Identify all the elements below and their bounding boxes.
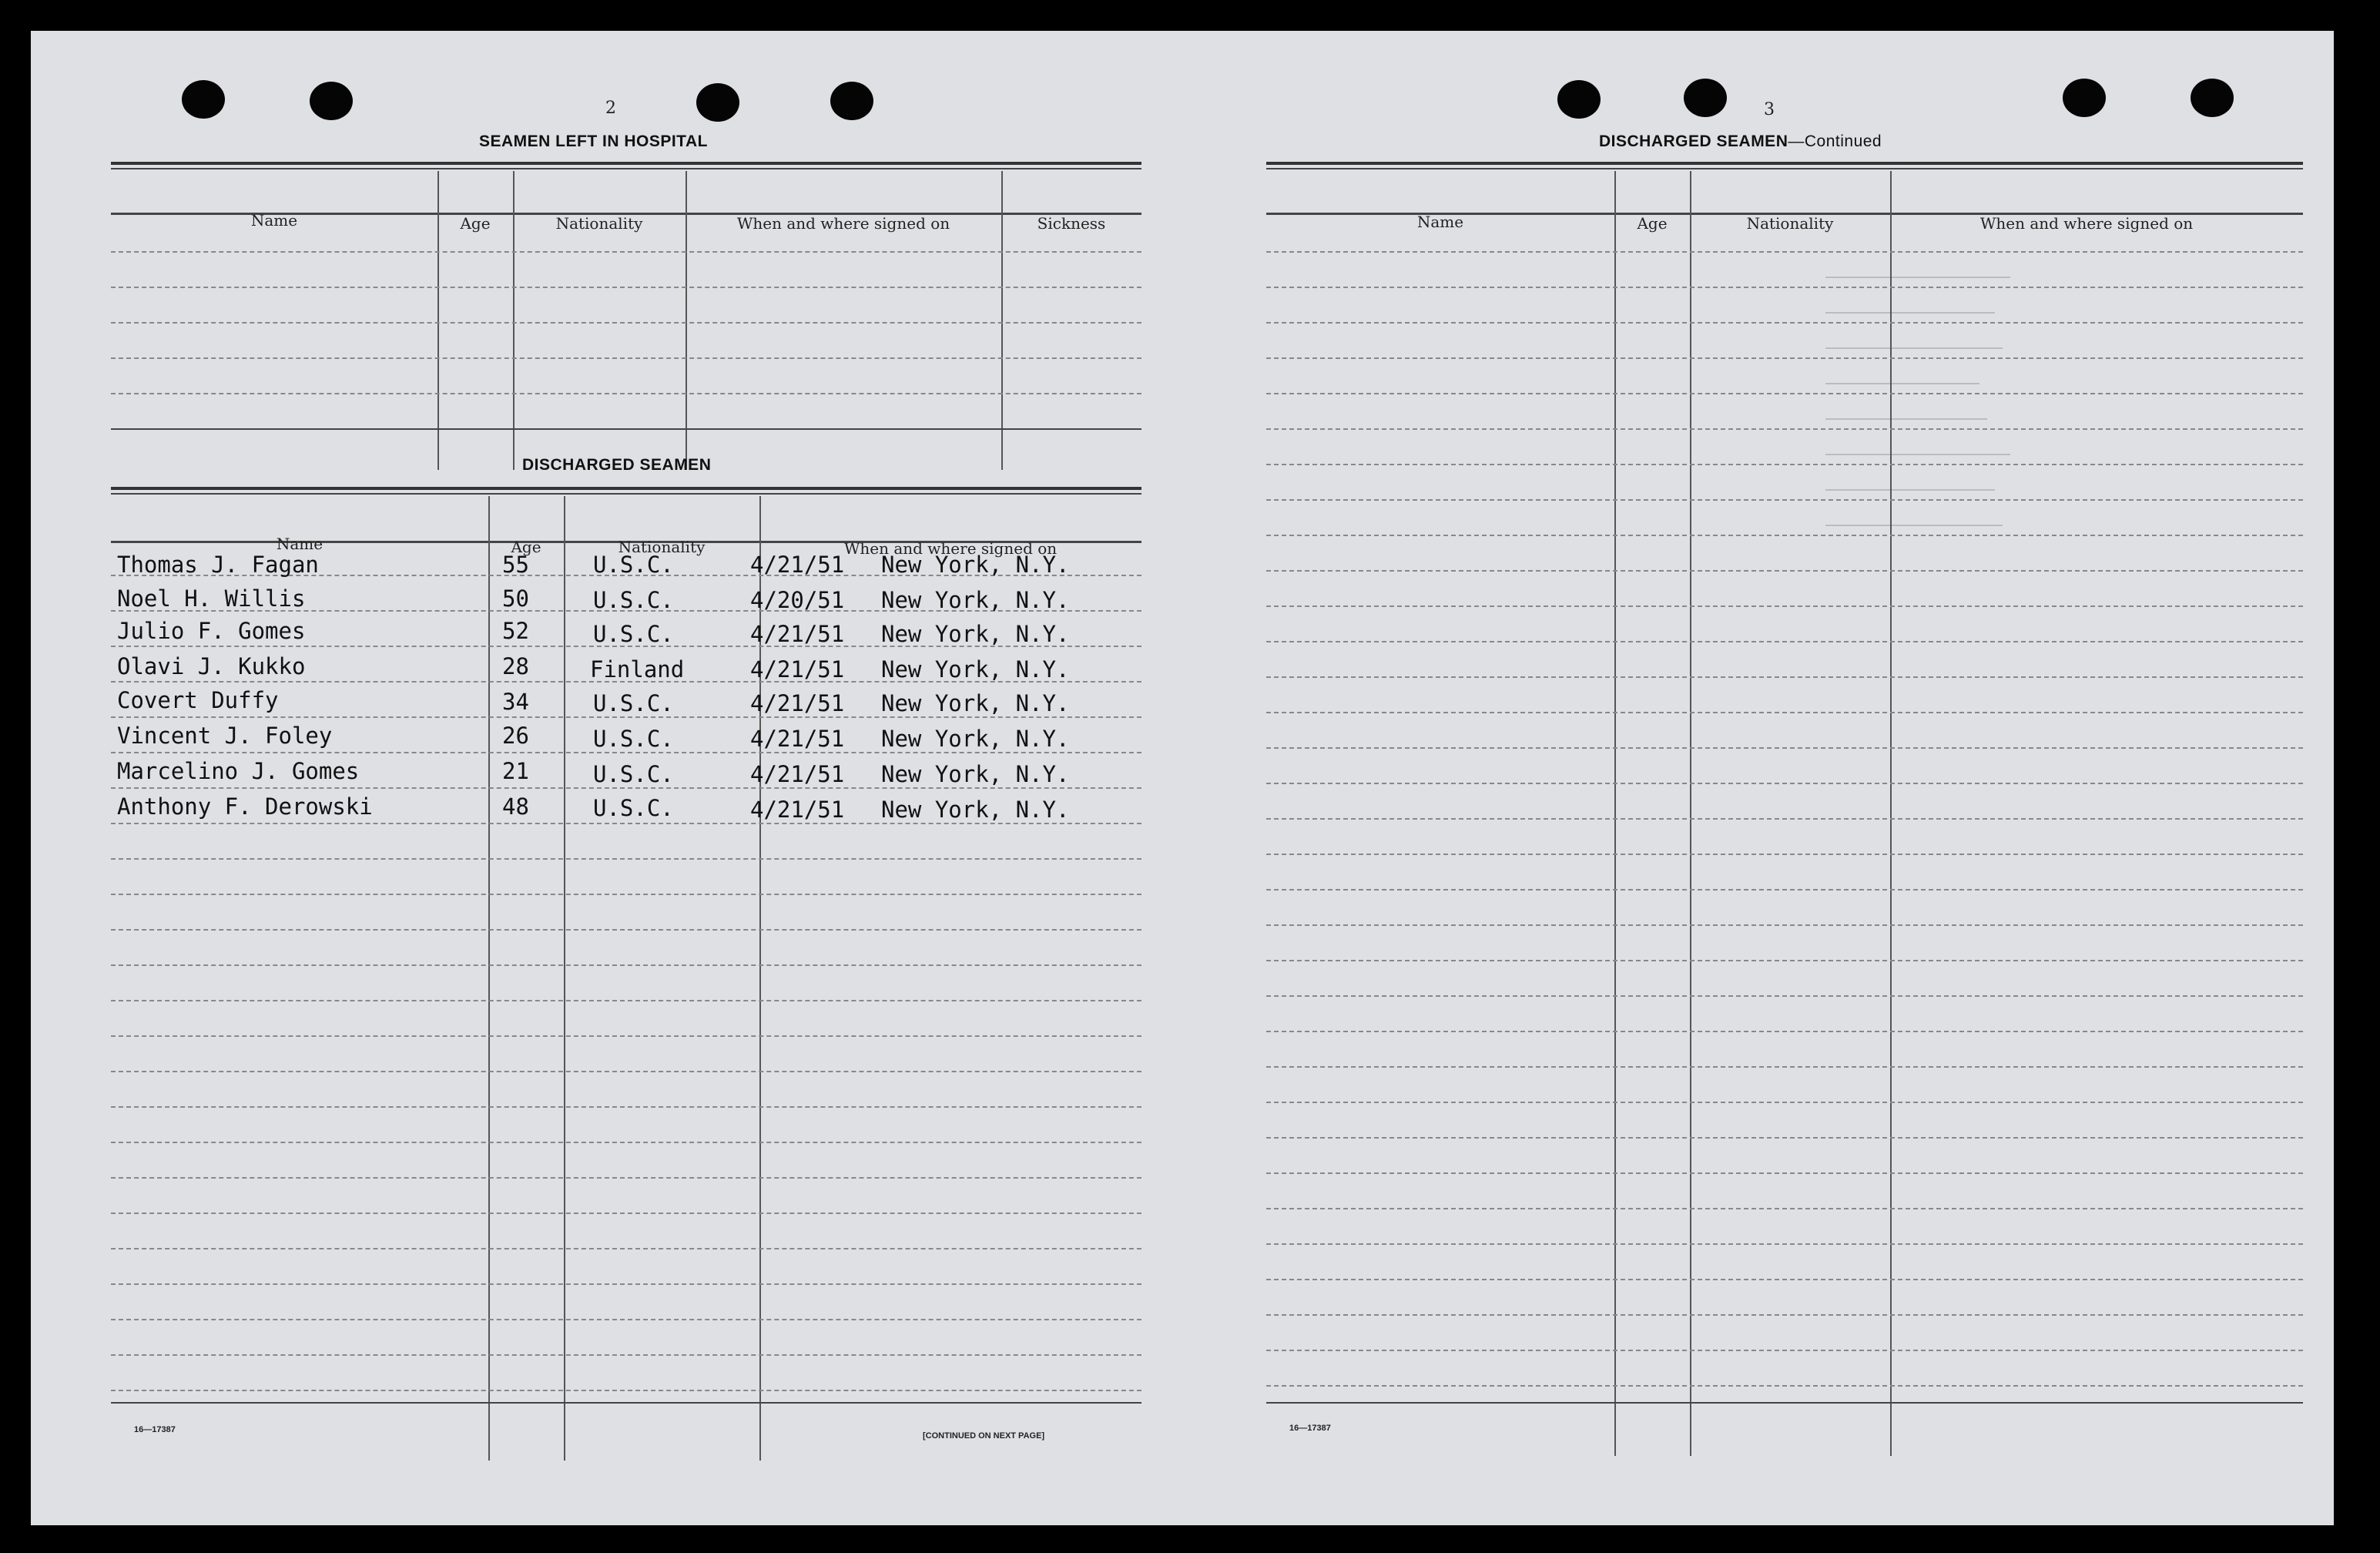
hospital-col-sickness: Sickness (1037, 214, 1106, 233)
document-sheet (31, 31, 2334, 1525)
hospital-section-title: SEAMEN LEFT IN HOSPITAL (479, 132, 708, 150)
punch-hole (830, 82, 873, 120)
seaman-name: Julio F. Gomes (117, 618, 306, 644)
signed-on-place: New York, N.Y. (881, 797, 1070, 823)
discharged-section-title: DISCHARGED SEAMEN (522, 456, 712, 474)
hospital-col-signed-on: When and where signed on (736, 214, 950, 233)
seaman-nationality: U.S.C. (593, 795, 674, 821)
signed-on-place: New York, N.Y. (881, 656, 1070, 683)
seaman-age: 48 (502, 793, 529, 820)
seaman-age: 28 (502, 653, 529, 679)
discharged-col-signed-on: When and where signed on (843, 539, 1058, 558)
seaman-nationality: U.S.C. (593, 761, 674, 787)
signed-on-date: 4/21/51 (750, 797, 845, 823)
punch-hole (1684, 79, 1727, 117)
seaman-name: Covert Duffy (117, 687, 279, 713)
right-title-main: DISCHARGED SEAMEN (1599, 132, 1788, 150)
form-number-left: 16—17387 (134, 1425, 176, 1434)
discharged-col-nationality: Nationality (618, 538, 706, 556)
signed-on-date: 4/21/51 (750, 621, 845, 647)
seaman-name: Olavi J. Kukko (117, 653, 306, 679)
seaman-age: 26 (502, 723, 529, 749)
discharged-right-lines (1266, 216, 2303, 1456)
hospital-col-nationality: Nationality (555, 214, 643, 233)
punch-hole (1557, 80, 1601, 119)
right-section-title (1599, 132, 1882, 151)
signed-on-date: 4/21/51 (750, 726, 845, 752)
signed-on-date: 4/20/51 (750, 587, 845, 613)
hospital-col-age: Age (460, 214, 491, 233)
seaman-age: 21 (502, 758, 529, 784)
seaman-age: 55 (502, 552, 529, 578)
form-number-right: 16—17387 (1289, 1424, 1331, 1433)
seaman-nationality: U.S.C. (593, 726, 674, 752)
seaman-nationality: U.S.C. (593, 552, 674, 578)
hospital-rows (111, 216, 1141, 470)
right-col-age: Age (1637, 214, 1668, 233)
signed-on-date: 4/21/51 (750, 690, 845, 716)
signed-on-place: New York, N.Y. (881, 761, 1070, 787)
hospital-col-name: Name (250, 211, 298, 230)
punch-hole (696, 83, 739, 122)
signed-on-date: 4/21/51 (750, 761, 845, 787)
signed-on-date: 4/21/51 (750, 656, 845, 683)
signed-on-place: New York, N.Y. (881, 621, 1070, 647)
signed-on-place: New York, N.Y. (881, 690, 1070, 716)
page-number-right: 3 (1764, 100, 1775, 119)
seaman-nationality: U.S.C. (593, 621, 674, 647)
seaman-age: 50 (502, 585, 529, 612)
signed-on-place: New York, N.Y. (881, 726, 1070, 752)
page-number-left: 2 (605, 99, 616, 118)
continued-note: [CONTINUED ON NEXT PAGE] (923, 1431, 1045, 1441)
discharged-col-age: Age (511, 538, 541, 556)
bleed-through-marks (1825, 262, 2026, 539)
punch-hole (310, 82, 353, 120)
seaman-name: Anthony F. Derowski (117, 793, 373, 820)
right-col-signed-on: When and where signed on (1979, 214, 2194, 233)
seaman-name: Vincent J. Foley (117, 723, 333, 749)
seaman-nationality: U.S.C. (593, 587, 674, 613)
signed-on-place: New York, N.Y. (881, 552, 1070, 578)
punch-hole (182, 80, 225, 119)
discharged-col-name: Name (276, 535, 323, 553)
seaman-name: Noel H. Willis (117, 585, 306, 612)
signed-on-date: 4/21/51 (750, 552, 845, 578)
seaman-age: 52 (502, 618, 529, 644)
seaman-age: 34 (502, 689, 529, 715)
seaman-name: Marcelino J. Gomes (117, 758, 360, 784)
right-col-nationality: Nationality (1746, 214, 1834, 233)
seaman-nationality: Finland (590, 656, 685, 683)
punch-hole (2063, 79, 2106, 117)
signed-on-place: New York, N.Y. (881, 587, 1070, 613)
right-title-continued: —Continued (1788, 132, 1882, 150)
punch-hole (2191, 79, 2234, 117)
seaman-name: Thomas J. Fagan (117, 552, 319, 578)
right-col-name: Name (1416, 213, 1464, 231)
seaman-nationality: U.S.C. (593, 690, 674, 716)
